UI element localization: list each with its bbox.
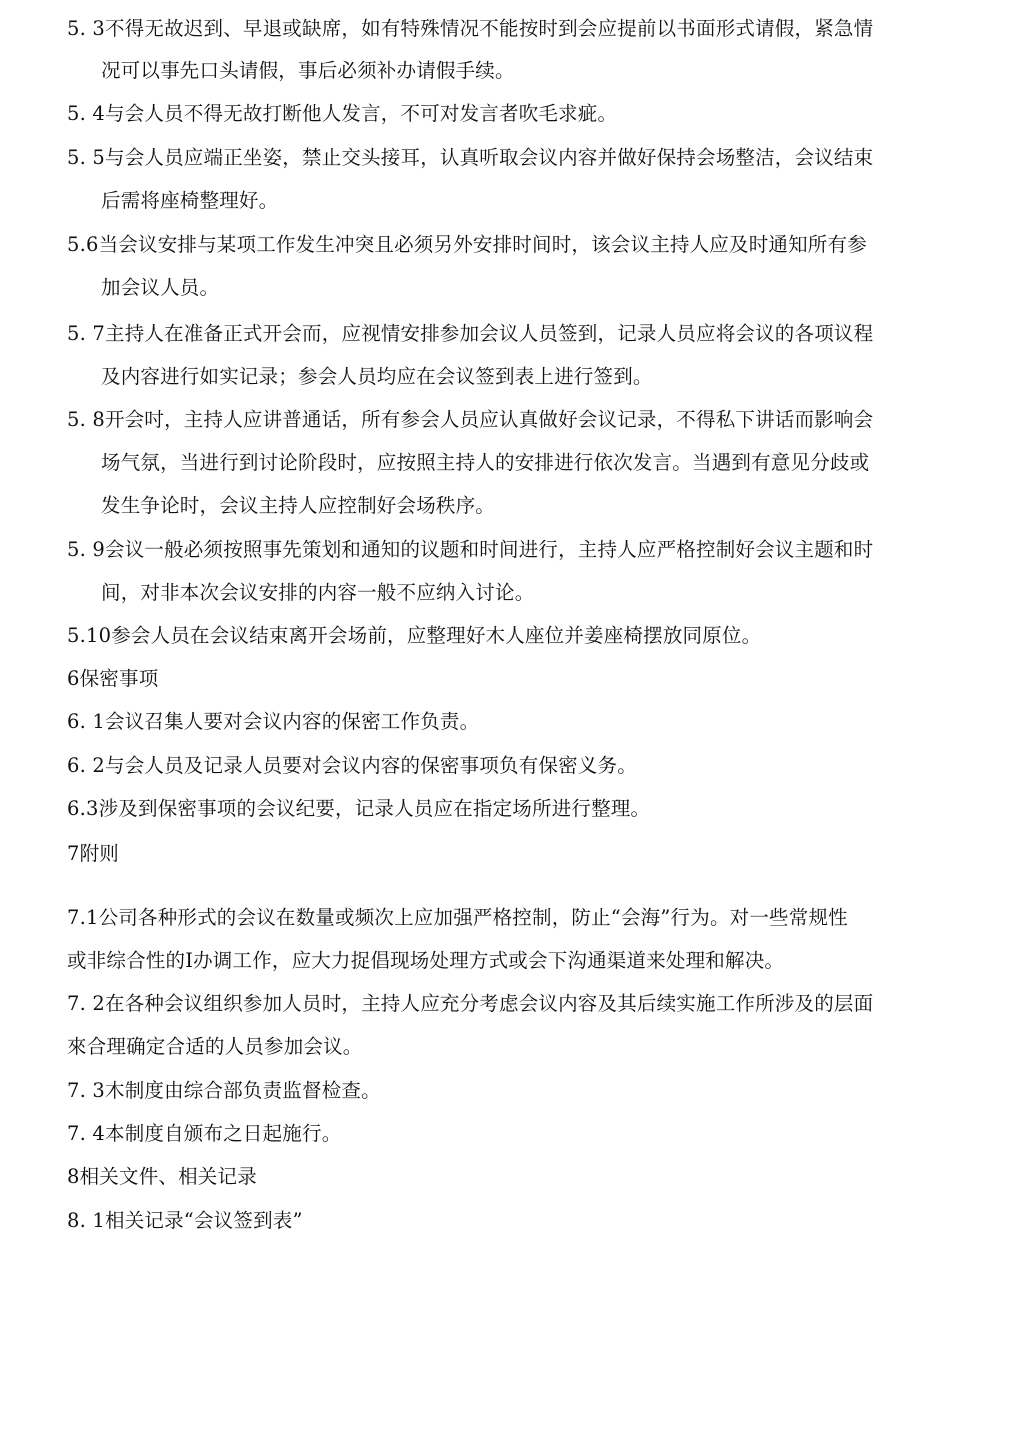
- clause-7-1-line-1: 7.1公司各种形式的会议在数量或频次上应加强严格控制，防止“会海”行为。对一些常规性: [67, 906, 848, 929]
- clause-6-1-line-1: 6. 1会议召集人要对会议内容的保密工作负责。: [67, 710, 480, 733]
- clause-8-1-line-1: 8. 1相关记录“会议签到表”: [67, 1209, 303, 1232]
- clause-5-4-line-1: 5. 4与会人员不得无故打断他人发言，不可对发言者吹毛求疵。: [67, 102, 618, 125]
- clause-5-5-line-2: 后需将座椅整理好。: [101, 189, 279, 212]
- clause-5-8-line-1: 5. 8开会吋，主持人应讲普通话，所有参会人员应认真做好会议记录，不得私下讲话而影响会: [67, 408, 874, 431]
- clause-5-9-line-2: 间，对非本次会议安排的内容一般不应纳入讨论。: [101, 581, 535, 604]
- clause-5-3-line-2: 况可以事先口头请假，事后必须补办请假手续。: [101, 59, 515, 82]
- clause-7-4-line-1: 7. 4本制度自颁布之日起施行。: [67, 1122, 342, 1145]
- clause-7-2-line-1: 7. 2在各种会议组织参加人员时，主持人应充分考虑会议内容及其后续实施工作所涉及的层面: [67, 992, 874, 1015]
- clause-5-6-line-2: 加会议人员。: [101, 276, 220, 299]
- clause-7-3-line-1: 7. 3木制度由综合部负责监督检查。: [67, 1079, 381, 1102]
- clause-5-10-line-1: 5.10参会人员在会议结束离开会场前，应整理好木人座位并姜座椅摆放同原位。: [67, 624, 762, 647]
- clause-7-2-line-2: 來合理确定合适的人员参加会议。: [67, 1035, 363, 1058]
- clause-5-7-line-1: 5. 7主持人在准备正式开会而，应视情安排参加会议人员签到，记录人员应将会议的各项议程: [67, 322, 874, 345]
- clause-6-2-line-1: 6. 2与会人员及记录人员要对会议内容的保密事项负有保密义务。: [67, 754, 637, 777]
- clause-5-3-line-1: 5. 3不得无故迟到、早退或缺席，如有特殊情况不能按时到会应提前以书面形式请假，紧急情: [67, 17, 874, 40]
- clause-6-3-line-1: 6.3涉及到保密事项的会议纪要，记录人员应在指定场所进行整理。: [67, 797, 651, 820]
- section-6-title: 6保密事项: [67, 667, 159, 690]
- clause-5-5-line-1: 5. 5与会人员应端正坐姿，禁止交头接耳，认真听取会议内容并做好保持会场整洁，会议结束: [67, 146, 874, 169]
- section-7-title: 7附则: [67, 842, 120, 865]
- clause-5-8-line-3: 发生争论时，会议主持人应控制好会场秩序。: [101, 494, 496, 517]
- clause-5-9-line-1: 5. 9会议一般必须按照事先策划和通知的议题和时间进行，主持人应严格控制好会议主题和时: [67, 538, 874, 561]
- clause-5-6-line-1: 5.6当会议安排与某项工作发生冲突且必须另外安排时间时，该会议主持人应及时通知所有参: [67, 233, 867, 256]
- clause-5-7-line-2: 及内容进行如实记录；参会人员均应在会议签到表上进行签到。: [101, 365, 653, 388]
- clause-5-8-line-2: 场气氛，当进行到讨论阶段时，应按照主持人的安排进行依次发言。当遇到有意见分歧或: [101, 451, 870, 474]
- section-8-title: 8相关文件、相关记录: [67, 1165, 257, 1188]
- clause-7-1-line-2: 或非综合性的I办调工作，应大力捉倡现场处理方式或会下沟通渠道来处理和解决。: [67, 949, 785, 972]
